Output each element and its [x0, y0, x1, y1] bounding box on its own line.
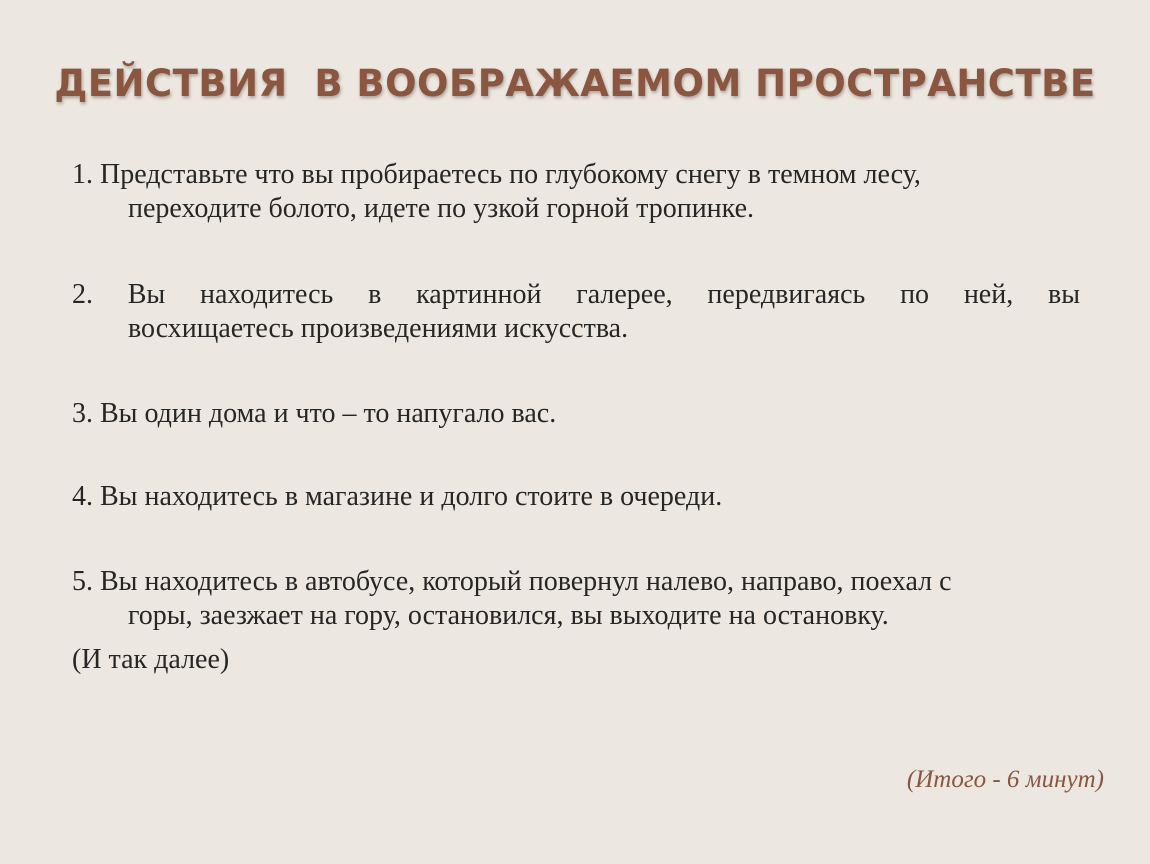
list-item-3	[72, 397, 1080, 431]
list-item-5-line-2: горы, заезжает на гору, остановился, вы выходите на остановку.	[128, 600, 889, 631]
list-item-1-line-1: 1. Представьте что вы пробираетесь по глубокому снегу в темном лесу,	[72, 159, 921, 190]
note-line: (И так далее)	[72, 644, 230, 675]
list-item-2-line-1: 2. Вы находитесь в картинной галерее, передвигаясь по ней, вы	[72, 279, 1080, 310]
list-item-1-line-2: переходите болото, идете по узкой горной тропинке.	[128, 193, 754, 224]
slide-title: ДЕЙСТВИЯ В ВООБРАЖАЕМОМ ПРОСТРАНСТВЕ	[54, 62, 1096, 105]
total-time-note: (Итого - 6 минут)	[906, 766, 1104, 793]
list-item-4-line-1: 4. Вы находитесь в магазине и долго стоите в очереди.	[72, 481, 723, 512]
list-item-2-line-2: восхищаетесь произведениями искусства.	[128, 313, 629, 344]
list-item-1	[72, 158, 1080, 226]
note-text	[72, 643, 1080, 677]
list-item-5	[72, 565, 1080, 633]
list-item-3-line-1: 3. Вы один дома и что – то напугало вас.	[72, 398, 557, 429]
list-item-5-line-1: 5. Вы находитесь в автобусе, который повернул налево, направо, поехал с	[72, 566, 952, 597]
list-item-4	[72, 480, 1080, 514]
list-item-2	[72, 278, 1080, 346]
